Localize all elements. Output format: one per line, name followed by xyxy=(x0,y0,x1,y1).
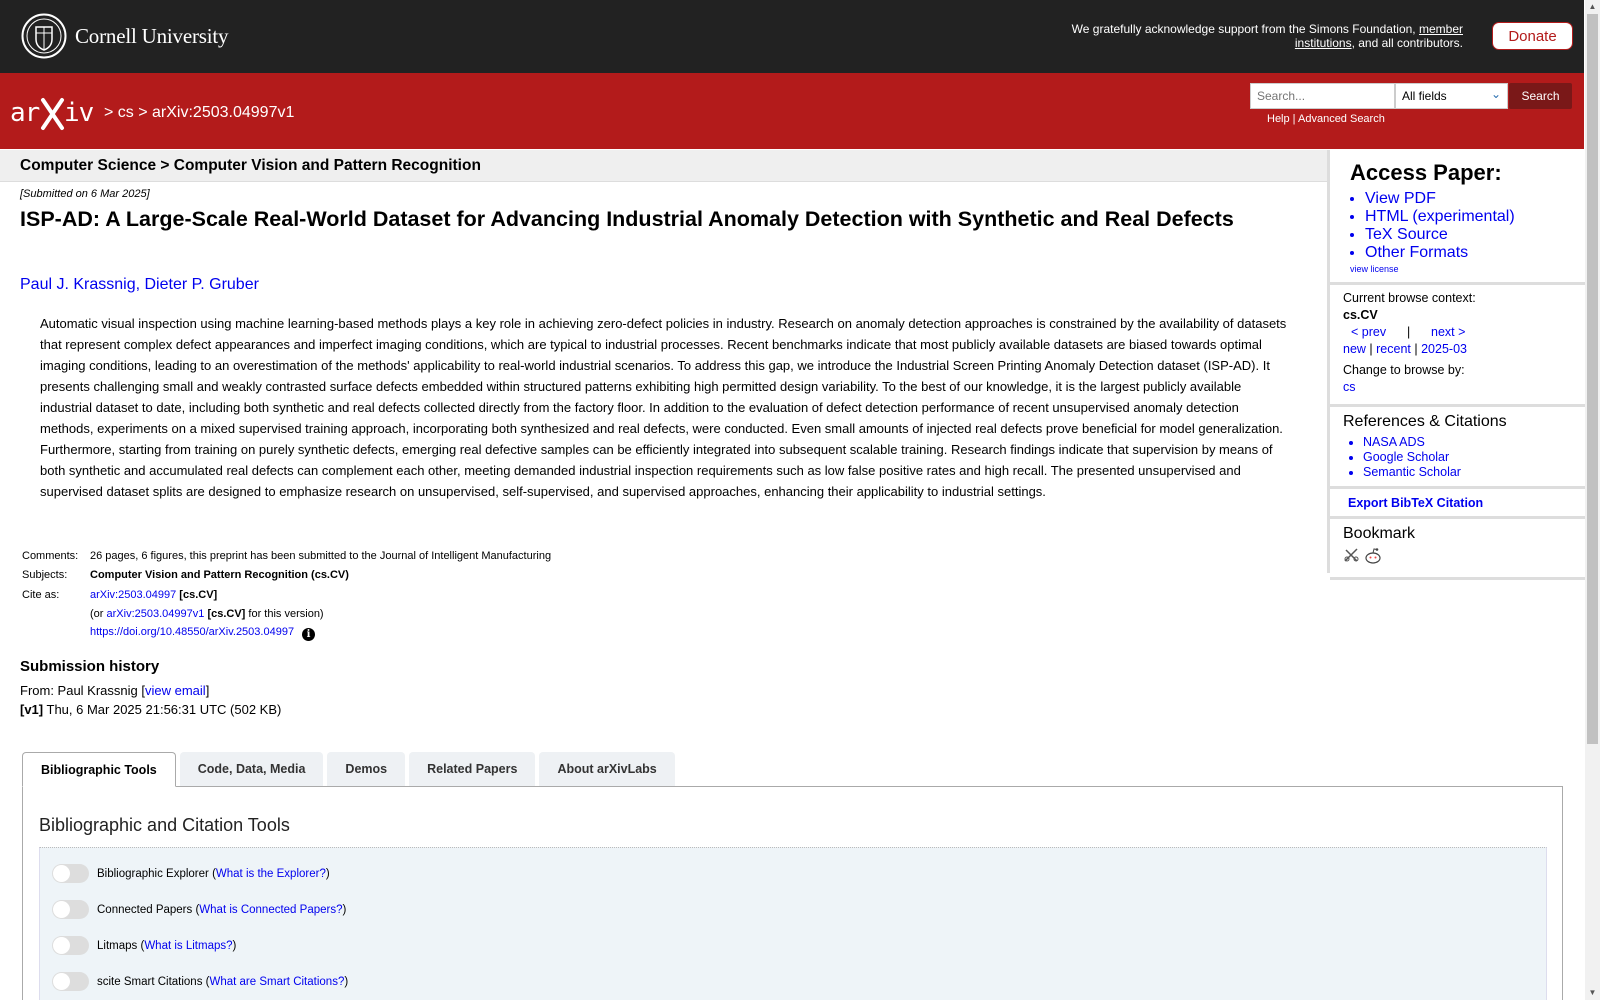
bibsonomy-icon[interactable] xyxy=(1343,547,1360,563)
tool-row: Bibliographic Explorer ( What is the Explorer? ) xyxy=(52,864,330,883)
labs-tabs xyxy=(22,752,675,787)
breadcrumb-cs[interactable]: cs xyxy=(117,104,134,121)
reddit-icon[interactable] xyxy=(1364,547,1382,565)
tool-info-link[interactable]: What is Litmaps? xyxy=(144,939,233,952)
recent-link[interactable]: recent xyxy=(1376,342,1411,356)
acknowledgement: We gratefully acknowledge support from the Simons Foundation, member institutions, and all contributors. xyxy=(1071,22,1463,50)
tab-code-data-media[interactable]: Code, Data, Media xyxy=(180,752,324,786)
arxiv-header xyxy=(0,73,1584,149)
advanced-search-link[interactable]: Advanced Search xyxy=(1298,113,1385,125)
cite-link[interactable]: arXiv:2503.04997 xyxy=(90,588,177,601)
tab-about-arxivlabs[interactable]: About arXivLabs xyxy=(539,752,674,786)
litmaps-toggle[interactable] xyxy=(52,936,89,955)
browse-context: cs.CV xyxy=(1343,308,1378,322)
tab-panel xyxy=(22,786,1563,1000)
subject-header-text: Computer Science > Computer Vision and Pattern Recognition xyxy=(20,157,481,174)
metadata-table xyxy=(20,546,551,644)
connected-papers-toggle[interactable] xyxy=(52,900,89,919)
cite-version-row: (or arXiv:2503.04997v1 [cs.CV] for this version) xyxy=(90,608,324,621)
help-link[interactable]: Help xyxy=(1267,113,1290,125)
doi-link[interactable]: https://doi.org/10.48550/arXiv.2503.04997 xyxy=(90,626,295,639)
semantic-scholar-link[interactable]: • Semantic Scholar xyxy=(1363,465,1585,480)
browse-cs-link[interactable]: cs xyxy=(1343,380,1356,394)
scroll-up-icon[interactable]: ▲ xyxy=(1588,2,1597,11)
tab-bibliographic-tools[interactable]: Bibliographic Tools xyxy=(22,752,176,787)
view-email-link[interactable]: view email xyxy=(145,683,206,698)
subject-header xyxy=(0,150,1327,182)
cornell-logo[interactable] xyxy=(21,13,228,59)
access-paper-section xyxy=(1330,150,1585,285)
cite-version-link[interactable]: arXiv:2503.04997v1 xyxy=(106,608,205,621)
nasa-ads-link[interactable]: • NASA ADS xyxy=(1363,435,1585,450)
html-link[interactable]: • HTML (experimental) xyxy=(1365,208,1585,226)
references-title: References & Citations xyxy=(1343,413,1507,430)
tool-row: scite Smart Citations ( What are Smart Citations? ) xyxy=(52,972,348,991)
comments-row: Comments: 26 pages, 6 figures, this preprint has been submitted to the Journal of Intelligent Manufacturing xyxy=(22,549,552,562)
cornell-name: Cornell University xyxy=(75,23,229,48)
author-link[interactable]: Dieter P. Gruber xyxy=(144,276,259,293)
arxiv-logo[interactable] xyxy=(10,94,102,137)
view-license-link[interactable]: view license xyxy=(1350,264,1399,274)
export-bibtex-link[interactable]: Export BibTeX Citation xyxy=(1348,496,1484,510)
search-button[interactable]: Search xyxy=(1509,83,1572,109)
author-list: Paul J. Krassnig, Dieter P. Gruber xyxy=(20,276,259,293)
author-link[interactable]: Paul J. Krassnig xyxy=(20,276,136,293)
help-links: Help | Advanced Search xyxy=(1267,113,1385,125)
search-input[interactable] xyxy=(1250,83,1395,109)
month-link[interactable]: 2025-03 xyxy=(1421,342,1467,356)
member-link[interactable]: member xyxy=(1418,22,1463,36)
search-field-select[interactable]: All fields ⌄ xyxy=(1395,83,1508,109)
scroll-thumb[interactable] xyxy=(1587,14,1598,744)
scroll-down-icon[interactable]: ▼ xyxy=(1588,988,1597,997)
arxiv-logo-icon xyxy=(10,94,102,132)
submission-from: From: Paul Krassnig [view email] xyxy=(20,683,210,698)
breadcrumb: > cs > arXiv:2503.04997v1 xyxy=(104,104,295,121)
next-link[interactable]: next > xyxy=(1431,325,1466,339)
panel-title: Bibliographic and Citation Tools xyxy=(39,815,290,835)
new-link[interactable]: new xyxy=(1343,342,1366,356)
right-sidebar xyxy=(1327,150,1585,573)
donate-button[interactable]: Donate xyxy=(1492,22,1573,50)
scite-toggle[interactable] xyxy=(52,972,89,991)
subjects-row: Subjects: Computer Vision and Pattern Recognition (cs.CV) xyxy=(22,569,349,582)
tab-related-papers[interactable]: Related Papers xyxy=(409,752,535,786)
access-links xyxy=(1330,186,1585,264)
doi-row xyxy=(20,624,551,644)
browse-context-section: Current browse context: cs.CV < prev | next > new | recent | 2025-03 Change to browse by: cs xyxy=(1330,285,1585,407)
cornell-banner xyxy=(0,0,1584,73)
bookmark-title: Bookmark xyxy=(1343,525,1416,542)
access-paper-title: Access Paper: xyxy=(1350,160,1502,185)
cite-row: Cite as: arXiv:2503.04997 [cs.CV] xyxy=(22,588,218,601)
chevron-down-icon: ⌄ xyxy=(1490,87,1501,101)
info-icon[interactable]: i xyxy=(302,628,315,641)
prev-link[interactable]: < prev xyxy=(1351,325,1387,339)
cornell-seal-icon xyxy=(21,13,67,59)
tex-source-link[interactable]: • TeX Source xyxy=(1365,226,1585,244)
page-scrollbar[interactable] xyxy=(1585,0,1600,1000)
google-scholar-link[interactable]: • Google Scholar xyxy=(1363,450,1585,465)
paper-title: ISP-AD: A Large-Scale Real-World Dataset for Advancing Industrial Anomaly Detection with Synthetic and Real Defects xyxy=(20,207,1234,231)
svg-text:ar: ar xyxy=(10,98,40,128)
bibliographic-explorer-toggle[interactable] xyxy=(52,864,89,883)
tab-demos[interactable]: Demos xyxy=(327,752,405,786)
submission-history-title: Submission history xyxy=(20,658,160,675)
other-formats-link[interactable]: • Other Formats xyxy=(1365,244,1585,262)
references-section xyxy=(1330,407,1585,489)
view-pdf-link[interactable]: • View PDF xyxy=(1365,190,1585,208)
tool-row: Litmaps ( What is Litmaps? ) xyxy=(52,936,236,955)
tool-info-link[interactable]: What is the Explorer? xyxy=(215,867,326,880)
tool-row: Connected Papers ( What is Connected Papers? ) xyxy=(52,900,346,919)
institutions-link[interactable]: institutions xyxy=(1294,36,1352,50)
breadcrumb-paper-id: arXiv:2503.04997v1 xyxy=(152,104,295,121)
tool-info-link[interactable]: What is Connected Papers? xyxy=(199,903,343,916)
tool-info-link[interactable]: What are Smart Citations? xyxy=(209,975,345,988)
abstract: Automatic visual inspection using machine learning-based methods plays a key role in achieving zero-defect policies in industry. Research on anomaly detection approaches is constrained by the availability of datasets that represent complex defect appearances and imperfect imaging conditions, which are typical to industrial processes. Recent benchmarks indicate that most publicly available datasets are biased towards optimal imaging conditions, leading to an overestimation of the methods' applicability to real-world industrial scenarios. To address this gap, we introduce the Industrial Screen Printing Anomaly Detection dataset (ISP-AD). It presents challenging small and weakly contrasted surface defects embedded within structured patterns exhibiting high permitted design variability. To the best of our knowledge, it is the largest publicly available industrial dataset to date, including both synthetic and real defects collected directly from the factory floor. In addition to the evaluation of defect detection performance of recent unsupervised anomaly detection methods, experiments on a mixed supervised training approach, incorporating both synthesized and real defects, were conducted. Even small amounts of injected real defects prove beneficial for model generalization. Furthermore, starting from training on purely synthetic defects, emerging real defective samples can be efficiently integrated into subsequent scalable training. Research findings indicate that supervision by means of both synthetic and accumulated real defects can complement each other, meeting demanded industrial inspection requirements such as low false positive rates and high recall. The presented unsupervised and supervised dataset splits are designed to emphasize research on unsupervised, self-supervised, and supervised approaches, enhancing their applicability to industrial settings. xyxy=(40,316,1287,499)
submitted-date: [Submitted on 6 Mar 2025] xyxy=(20,188,150,200)
svg-text:iv: iv xyxy=(64,98,94,128)
tool-list xyxy=(39,847,1547,1000)
version-v1: [v1] Thu, 6 Mar 2025 21:56:31 UTC (502 KB) xyxy=(20,702,282,717)
bibtex-section xyxy=(1330,489,1585,519)
bookmark-section xyxy=(1330,519,1585,580)
